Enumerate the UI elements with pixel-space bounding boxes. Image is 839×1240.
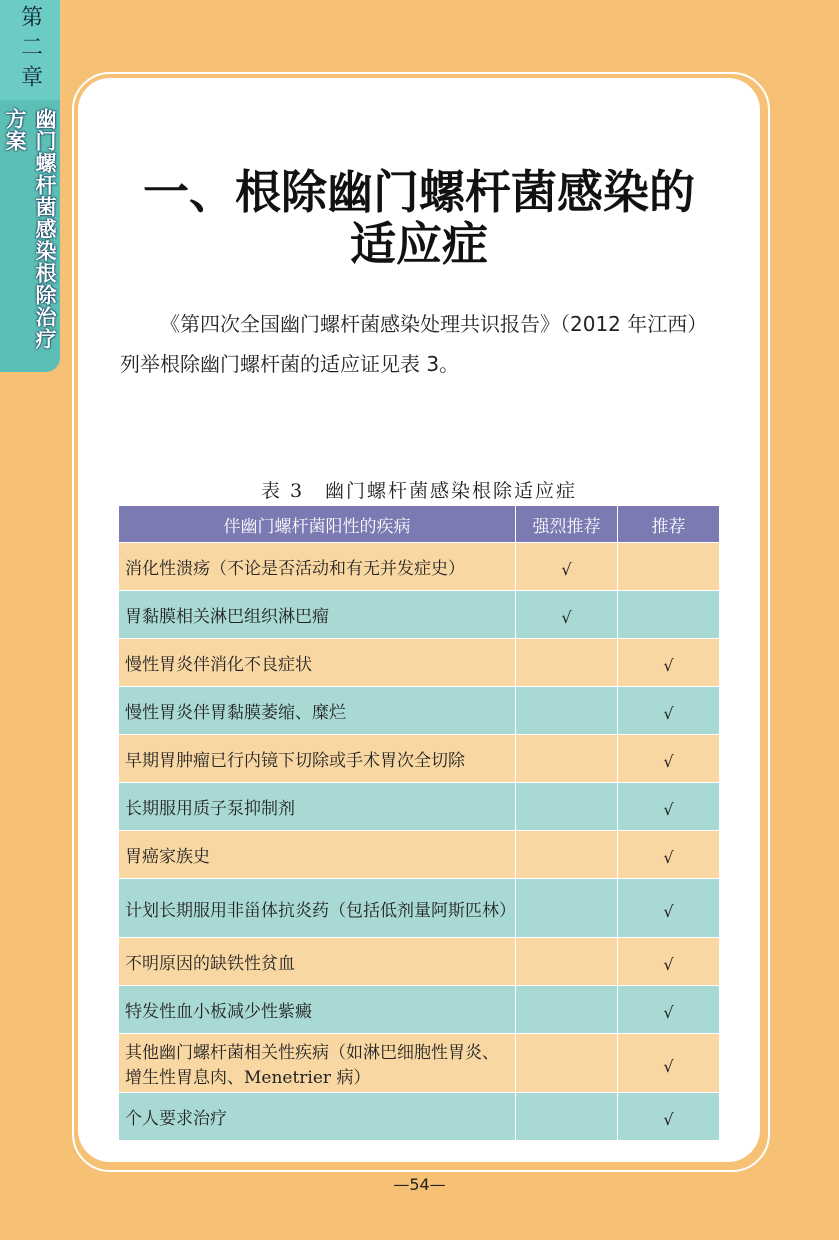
strong-cell — [516, 879, 618, 938]
disease-cell: 早期胃肿瘤已行内镜下切除或手术胃次全切除 — [119, 735, 516, 783]
disease-cell: 其他幽门螺杆菌相关性疾病（如淋巴细胞性胃炎、增生性胃息肉、Menetrier 病） — [119, 1034, 516, 1093]
recommend-cell: √ — [618, 831, 720, 879]
table-row — [119, 591, 720, 639]
strong-cell — [516, 735, 618, 783]
disease-cell: 特发性血小板减少性紫癜 — [119, 986, 516, 1034]
disease-cell: 长期服用质子泵抑制剂 — [119, 783, 516, 831]
recommend-cell: √ — [618, 735, 720, 783]
disease-cell: 不明原因的缺铁性贫血 — [119, 938, 516, 986]
page-title-line1: 一、根除幽门螺杆菌感染的 — [143, 165, 695, 219]
strong-cell: √ — [516, 543, 618, 591]
header-recommend: 推荐 — [618, 506, 720, 543]
strong-cell — [516, 986, 618, 1034]
section-label: 幽门螺杆菌感染根除治疗方案 — [3, 108, 57, 350]
chapter-label: 第二章 — [0, 0, 60, 100]
intro-paragraph: 《第四次全国幽门螺杆菌感染处理共识报告》（2012 年江西）列举根除幽门螺杆菌的适应证见表 3。 — [120, 312, 708, 376]
recommend-cell: √ — [618, 938, 720, 986]
table-row — [119, 639, 720, 687]
disease-cell: 慢性胃炎伴胃黏膜萎缩、糜烂 — [119, 687, 516, 735]
recommend-cell: √ — [618, 1034, 720, 1093]
strong-cell — [516, 639, 618, 687]
page-number: —54— — [393, 1175, 446, 1194]
disease-cell: 消化性溃疡（不论是否活动和有无并发症史） — [119, 543, 516, 591]
table-row — [119, 879, 720, 938]
strong-cell — [516, 938, 618, 986]
strong-cell — [516, 687, 618, 735]
recommend-cell: √ — [618, 639, 720, 687]
recommend-cell — [618, 543, 720, 591]
recommend-cell: √ — [618, 879, 720, 938]
strong-cell: √ — [516, 591, 618, 639]
strong-cell — [516, 1034, 618, 1093]
disease-cell: 个人要求治疗 — [119, 1093, 516, 1141]
strong-cell — [516, 831, 618, 879]
table-row — [119, 1034, 720, 1093]
table-row — [119, 938, 720, 986]
table-row — [119, 735, 720, 783]
strong-cell — [516, 783, 618, 831]
table-header-row — [119, 506, 720, 543]
strong-cell — [516, 1093, 618, 1141]
recommend-cell — [618, 591, 720, 639]
header-disease: 伴幽门螺杆菌阳性的疾病 — [119, 506, 516, 543]
table-row — [119, 783, 720, 831]
table-row — [119, 831, 720, 879]
disease-cell: 胃癌家族史 — [119, 831, 516, 879]
table-row — [119, 687, 720, 735]
table-row — [119, 1093, 720, 1141]
disease-cell: 计划长期服用非甾体抗炎药（包括低剂量阿斯匹林） — [119, 879, 516, 938]
header-strong: 强烈推荐 — [516, 506, 618, 543]
disease-cell: 慢性胃炎伴消化不良症状 — [119, 639, 516, 687]
recommend-cell: √ — [618, 986, 720, 1034]
recommend-cell: √ — [618, 687, 720, 735]
page-title-line2: 适应症 — [350, 217, 488, 271]
indications-table — [118, 505, 720, 1141]
chapter-side-tab — [0, 0, 60, 372]
recommend-cell: √ — [618, 1093, 720, 1141]
table-row — [119, 543, 720, 591]
disease-cell: 胃黏膜相关淋巴组织淋巴瘤 — [119, 591, 516, 639]
table-caption: 表 3 幽门螺杆菌感染根除适应症 — [260, 480, 578, 502]
table-row — [119, 986, 720, 1034]
recommend-cell: √ — [618, 783, 720, 831]
